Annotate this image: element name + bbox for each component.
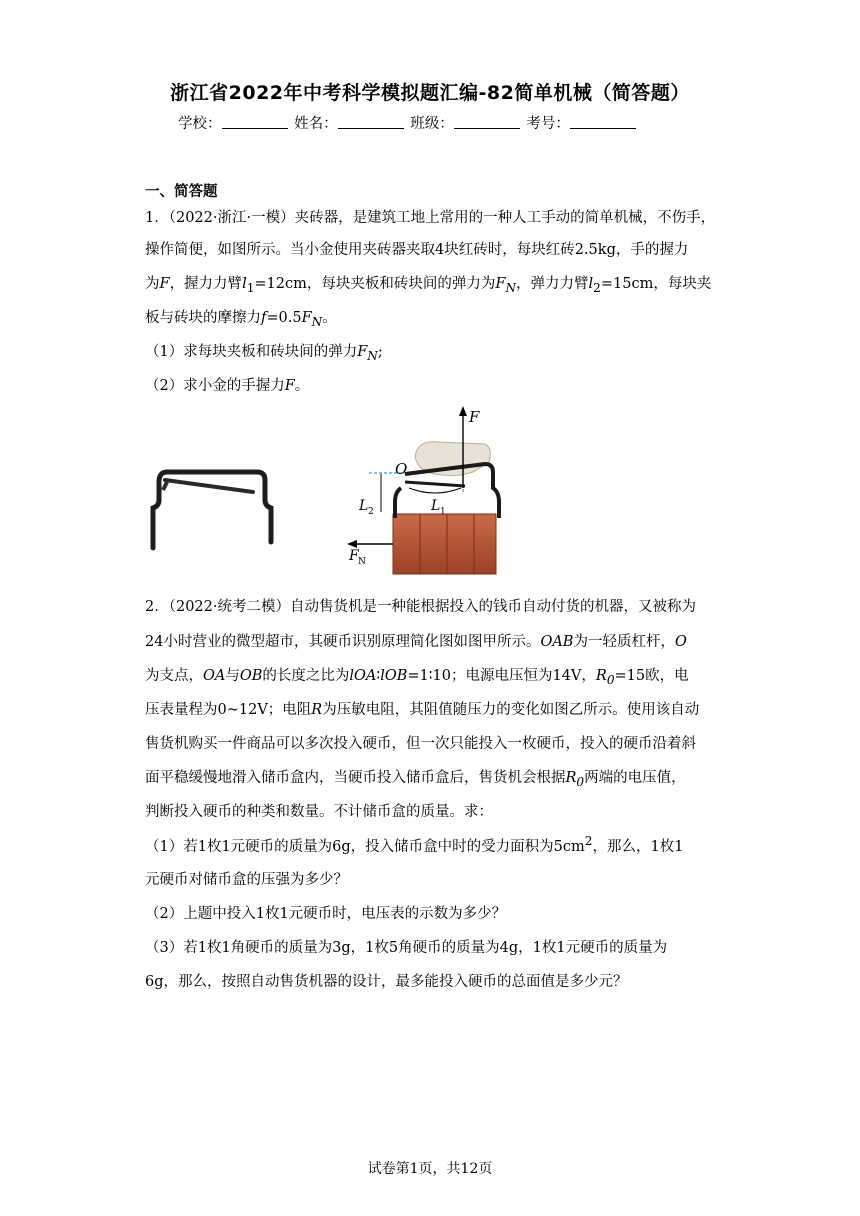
school-blank[interactable] bbox=[222, 114, 288, 129]
q2-subquestion-1-line1: （1）若1枚1元硬币的质量为6g，投入储币盒中时的受力面积为$5cm^2$，那么，1枚1 bbox=[145, 834, 684, 855]
student-info-line bbox=[178, 112, 638, 133]
q2-line7: 判断投入硬币的种类和数量。不计储币盒的质量。求： bbox=[145, 804, 493, 820]
q2-line4: 压表量程为0~12V；电阻R为压敏电阻，其阻值随压力的变化如图乙所示。使用该自动 bbox=[145, 702, 700, 718]
arm-L2-label: L bbox=[359, 498, 369, 514]
q1-line4: 板与砖块的摩擦力$f=0.5F_N$。 bbox=[145, 310, 337, 329]
q1-line2: 操作简便，如图所示。当小金使用夹砖器夹取4块红砖时，每块红砖2.5kg，手的握力 bbox=[145, 242, 689, 258]
q2-subquestion-1-line2: 元硬币对储币盒的压强为多少？ bbox=[145, 872, 348, 888]
q2-line2: 24小时营业的微型超市，其硬币识别原理简化图如图甲所示。OAB为一轻质杠杆，O bbox=[145, 634, 687, 650]
school-label: 学校： bbox=[178, 116, 222, 132]
q1-line3: 为F，握力力臂$l_1=12cm$，每块夹板和砖块间的弹力为$F_N$，弹力力臂$l_2=15cm$，每块夹 bbox=[145, 276, 712, 295]
pivot-O-label: O bbox=[395, 460, 408, 478]
name-label: 姓名： bbox=[294, 116, 338, 132]
brick-clamp-image bbox=[145, 460, 295, 564]
section-title: 一、简答题 bbox=[145, 184, 218, 200]
force-F-label: F bbox=[469, 408, 480, 426]
page-title: 浙江省2022年中考科学模拟题汇编-82简单机械（简答题） bbox=[170, 82, 690, 104]
brick-stack bbox=[393, 514, 496, 574]
q2-line3: 为支点，OA与OB的长度之比为lOA∶lOB=1∶10；电源电压恒为14V，$R_0=15$欧，电 bbox=[145, 668, 689, 687]
q2-line1: 2．（2022·统考二模）自动售货机是一种能根据投入的钱币自动付货的机器，又被称为 bbox=[145, 599, 696, 615]
force-FN-label: F bbox=[349, 548, 359, 564]
q2-subquestion-2: （2）上题中投入1枚1元硬币时，电压表的示数为多少？ bbox=[145, 906, 507, 922]
class-blank[interactable] bbox=[454, 114, 520, 129]
class-label: 班级： bbox=[410, 116, 454, 132]
q2-line6: 面平稳缓慢地滑入储币盒内，当硬币投入储币盒后，售货机会根据$R_0$两端的电压值， bbox=[145, 770, 686, 789]
clamp-with-bricks-figure bbox=[345, 402, 515, 581]
q2-line5: 售货机购买一件商品可以多次投入硬币，但一次只能投入一枚硬币，投入的硬币沿着斜 bbox=[145, 736, 696, 752]
q2-subquestion-3-line1: （3）若1枚1角硬币的质量为3g，1枚5角硬币的质量为4g，1枚1元硬币的质量为 bbox=[145, 940, 668, 956]
exam-no-label: 考号： bbox=[526, 116, 570, 132]
arm-L2-subscript: 2 bbox=[368, 507, 374, 517]
exam-no-blank[interactable] bbox=[570, 114, 636, 129]
page-footer: 试卷第1页，共12页 bbox=[367, 1161, 493, 1177]
q1-subquestion-2: （2）求小金的手握力F。 bbox=[145, 378, 310, 394]
q1-line1: 1．（2022·浙江·一模）夹砖器，是建筑工地上常用的一种人工手动的简单机械，不伤手， bbox=[145, 210, 716, 226]
arm-L1-subscript: 1 bbox=[440, 507, 446, 517]
name-blank[interactable] bbox=[338, 114, 404, 129]
q2-subquestion-3-line2: 6g，那么，按照自动售货机器的设计，最多能投入硬币的总面值是多少元？ bbox=[145, 974, 628, 990]
arm-L1-label: L bbox=[431, 498, 441, 514]
force-FN-subscript: N bbox=[358, 557, 366, 567]
q1-subquestion-1: （1）求每块夹板和砖块间的弹力$F_N$; bbox=[145, 344, 383, 363]
